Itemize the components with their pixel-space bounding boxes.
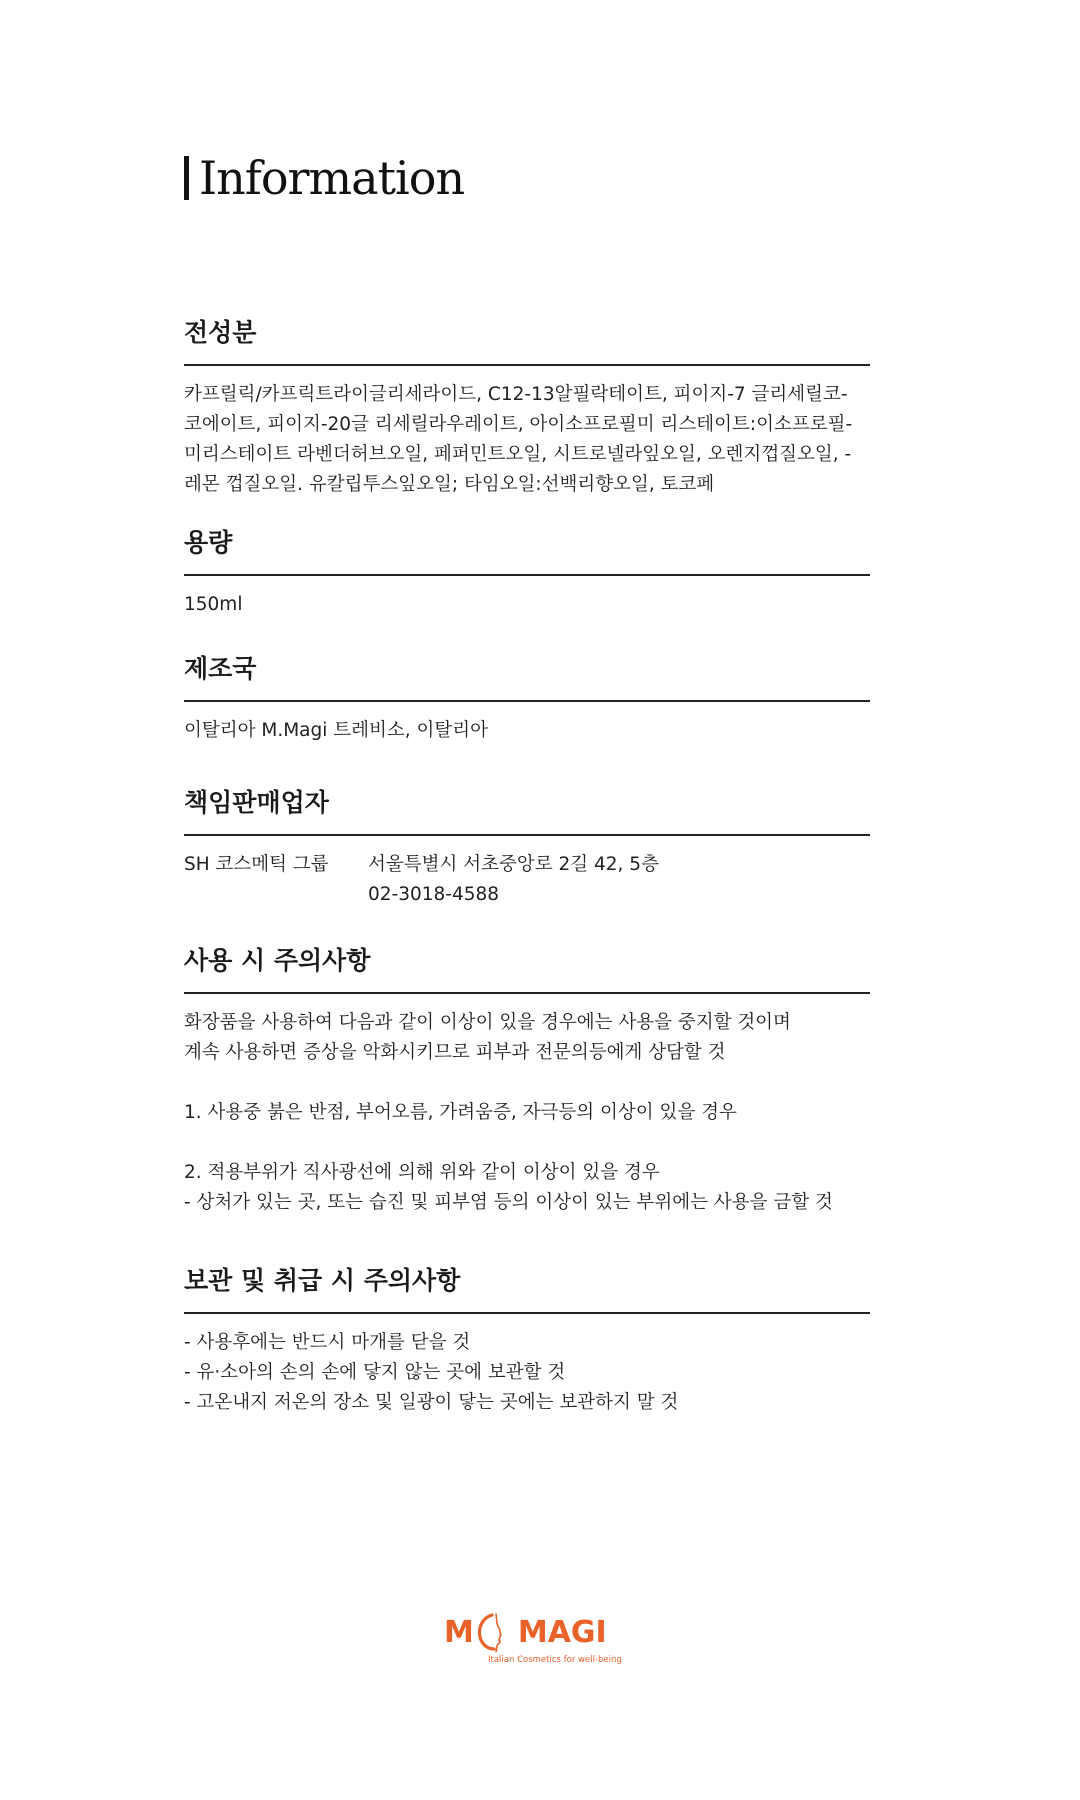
title-bar	[184, 156, 189, 200]
face-profile-icon	[474, 1612, 518, 1652]
logo-letter: M	[444, 1614, 474, 1650]
storage-line: - 유·소아의 손의 손에 닿지 않는 곳에 보관할 것	[184, 1362, 566, 1383]
section-usage-caution	[184, 942, 870, 1218]
section-seller	[184, 784, 870, 910]
section-heading: 용량	[184, 528, 233, 557]
caution-intro-line: 화장품을 사용하여 다음과 같이 이상이 있을 경우에는 사용을 중지할 것이며	[184, 1012, 791, 1033]
divider	[184, 1312, 870, 1314]
section-origin	[184, 650, 870, 746]
volume-value: 150ml	[184, 594, 243, 615]
caution-item: 2. 적용부위가 직사광선에 의해 위와 같이 이상이 있을 경우	[184, 1162, 660, 1183]
caution-item: 1. 사용중 붉은 반점, 부어오름, 가려움증, 자극등의 이상이 있을 경우	[184, 1102, 737, 1123]
origin-value: 이탈리아 M.Magi 트레비소, 이탈리아	[184, 720, 488, 741]
ingredients-text	[184, 380, 870, 500]
section-volume	[184, 524, 870, 620]
divider	[184, 992, 870, 994]
divider	[184, 364, 870, 366]
ingredients-line: 코에이트, 피이지-20글 리세릴라우레이트, 아이소프로필미 리스테이트:이소프로필-	[184, 414, 853, 435]
section-heading: 사용 시 주의사항	[184, 946, 371, 975]
brand-logo	[440, 1612, 640, 1668]
caution-intro-line: 계속 사용하면 증상을 악화시키므로 피부과 전문의등에게 상담할 것	[184, 1042, 726, 1063]
ingredients-line: 미리스테이트 라벤더허브오일, 페퍼민트오일, 시트로넬라잎오일, 오렌지껍질오일, -	[184, 444, 852, 465]
storage-line: - 사용후에는 반드시 마개를 닫을 것	[184, 1332, 471, 1353]
logo-wordmark: MAGI	[517, 1614, 607, 1650]
section-heading: 제조국	[184, 654, 257, 683]
storage-line: - 고온내지 저온의 장소 및 일광이 닿는 곳에는 보관하지 말 것	[184, 1392, 679, 1413]
seller-name: SH 코스메틱 그룹	[184, 854, 329, 875]
section-heading: 책임판매업자	[184, 788, 329, 817]
section-heading: 전성분	[184, 318, 257, 347]
section-storage-caution	[184, 1262, 870, 1418]
logo-tagline: Italian Cosmetics for well-being	[488, 1655, 622, 1665]
divider	[184, 574, 870, 576]
divider	[184, 834, 870, 836]
seller-phone: 02-3018-4588	[368, 884, 500, 905]
ingredients-line: 카프릴릭/카프릭트라이글리세라이드, C12-13알필락테이트, 피이지-7 글리세릴코-	[184, 384, 848, 405]
ingredients-line: 레몬 껍질오일. 유칼립투스잎오일; 타임오일:선백리향오일, 토코페	[184, 474, 715, 495]
section-heading: 보관 및 취급 시 주의사항	[184, 1266, 461, 1295]
seller-address: 서울특별시 서초중앙로 2길 42, 5층	[368, 854, 659, 875]
section-ingredients	[184, 314, 870, 500]
page-title	[184, 150, 464, 206]
caution-item-sub: - 상처가 있는 곳, 또는 습진 및 피부염 등의 이상이 있는 부위에는 사용을 금할 것	[184, 1192, 833, 1213]
title-text: Information	[199, 151, 465, 205]
divider	[184, 700, 870, 702]
